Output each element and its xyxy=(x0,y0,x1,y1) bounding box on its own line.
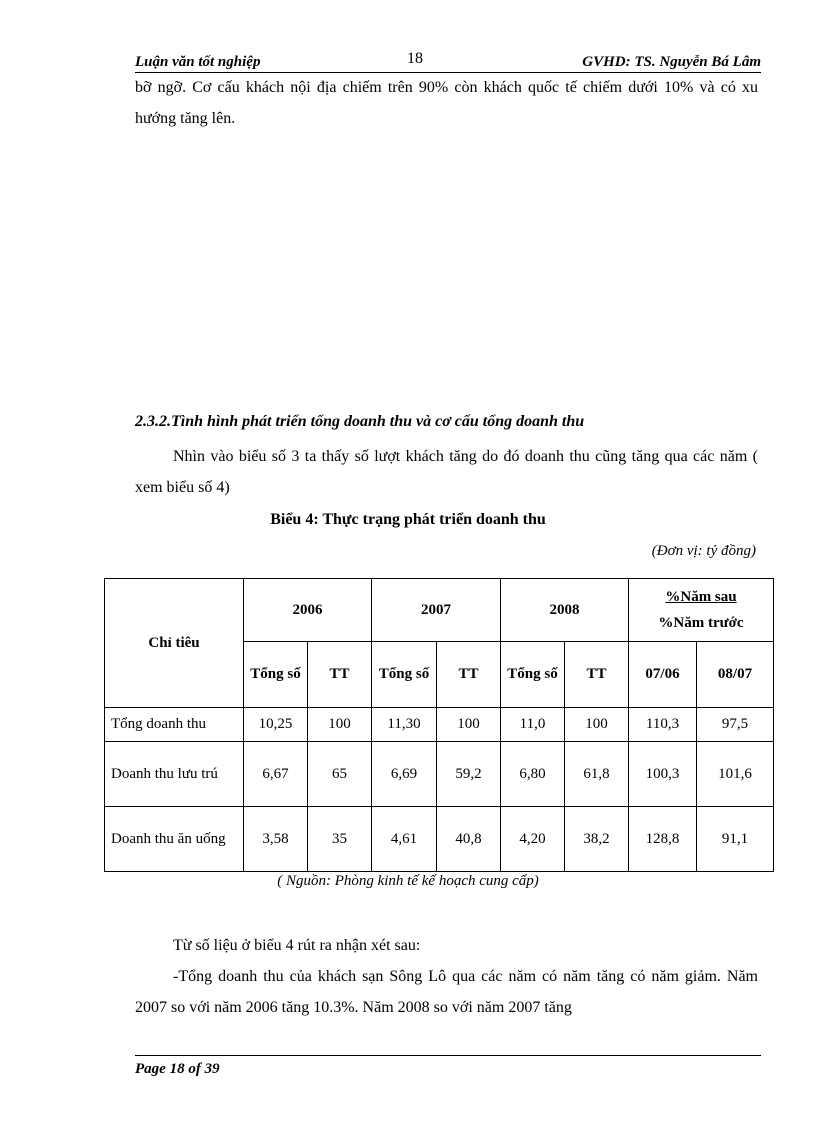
table-cell: 3,58 xyxy=(244,807,308,872)
table-cell: 40,8 xyxy=(437,807,501,872)
comment-paragraph: -Tổng doanh thu của khách sạn Sông Lô qua các năm có năm tăng có năm giảm. Năm 2007 so với năm 2006 tăng 10.3%. Năm 2008 so với năm 2007 tăng xyxy=(135,968,758,1016)
table-cell: 100 xyxy=(437,708,501,742)
header-page-number: 18 xyxy=(407,50,423,67)
footer-page-label: Page 18 of 39 xyxy=(135,1061,220,1077)
table-cell: 100 xyxy=(308,708,372,742)
table-cell: 38,2 xyxy=(565,807,629,872)
header-year-2008: 2008 xyxy=(501,579,629,642)
header-total-2006: Tổng số xyxy=(244,642,308,708)
table-cell: 97,5 xyxy=(697,708,774,742)
header-tt-2008: TT xyxy=(565,642,629,708)
header-tt-2007: TT xyxy=(437,642,501,708)
header-tt-2006: TT xyxy=(308,642,372,708)
header-pct xyxy=(629,579,774,642)
footer-rule xyxy=(135,1055,761,1056)
table-source: ( Nguồn: Phòng kinh tế kế hoạch cung cấp) xyxy=(277,873,539,889)
table-cell: 4,61 xyxy=(372,807,437,872)
revenue-table xyxy=(104,578,774,872)
header-year-2006: 2006 xyxy=(244,579,372,642)
table-cell: 4,20 xyxy=(501,807,565,872)
table-cell: 100 xyxy=(565,708,629,742)
table-cell: 100,3 xyxy=(629,742,697,807)
header-pct-line2: %Năm trước xyxy=(658,615,744,631)
header-pct-line1: %Năm sau xyxy=(665,589,737,605)
table-cell: 91,1 xyxy=(697,807,774,872)
table-cell: 101,6 xyxy=(697,742,774,807)
table-cell: 11,30 xyxy=(372,708,437,742)
table-cell: 6,67 xyxy=(244,742,308,807)
header-ratio-0807: 08/07 xyxy=(697,642,774,708)
header-total-2008: Tổng số xyxy=(501,642,565,708)
table-cell: 10,25 xyxy=(244,708,308,742)
header-thesis-title: Luận văn tốt nghiệp xyxy=(135,54,261,70)
section-paragraph: Nhìn vào biểu số 3 ta thấy số lượt khách tăng do đó doanh thu cũng tăng qua các năm ( xem biểu số 4) xyxy=(135,448,758,496)
intro-paragraph: bỡ ngỡ. Cơ cấu khách nội địa chiếm trên 90% còn khách quốc tế chiếm dưới 10% và có xu hướng tăng lên. xyxy=(135,79,758,127)
header-ratio-0706: 07/06 xyxy=(629,642,697,708)
table-cell: 59,2 xyxy=(437,742,501,807)
row-label: Doanh thu lưu trú xyxy=(105,742,244,807)
table-cell: 35 xyxy=(308,807,372,872)
row-label: Tổng doanh thu xyxy=(105,708,244,742)
comment-intro: Từ số liệu ở biểu 4 rút ra nhận xét sau: xyxy=(173,937,421,954)
table-cell: 6,69 xyxy=(372,742,437,807)
page-header xyxy=(135,50,761,74)
table-title: Biểu 4: Thực trạng phát triển doanh thu xyxy=(270,511,546,528)
header-year-2007: 2007 xyxy=(372,579,501,642)
header-total-2007: Tổng số xyxy=(372,642,437,708)
row-label: Doanh thu ăn uống xyxy=(105,807,244,872)
table-unit: (Đơn vị: tỷ đồng) xyxy=(651,543,756,559)
table-cell: 6,80 xyxy=(501,742,565,807)
section-heading: 2.3.2.Tình hình phát triển tổng doanh thu và cơ cấu tổng doanh thu xyxy=(135,413,585,430)
table-cell: 11,0 xyxy=(501,708,565,742)
header-indicator: Chỉ tiêu xyxy=(105,579,244,708)
table-cell: 128,8 xyxy=(629,807,697,872)
header-advisor: GVHD: TS. Nguyễn Bá Lâm xyxy=(582,54,761,70)
table-cell: 61,8 xyxy=(565,742,629,807)
table-cell: 110,3 xyxy=(629,708,697,742)
table-cell: 65 xyxy=(308,742,372,807)
page-footer xyxy=(135,1055,761,1077)
